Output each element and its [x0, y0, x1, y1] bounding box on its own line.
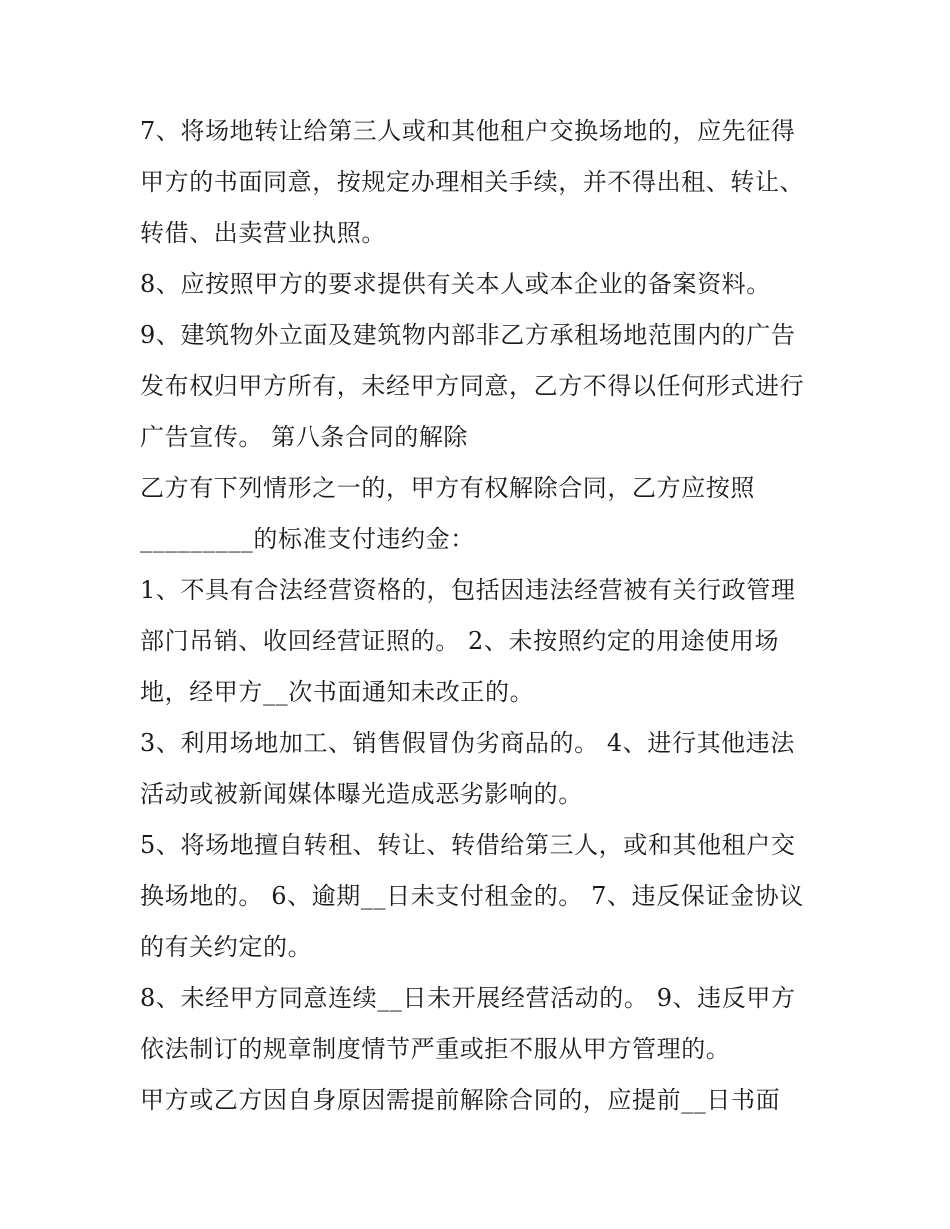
text-line: 甲方的书面同意，按规定办理相关手续，并不得出租、转让、	[140, 168, 805, 196]
text-line: 8、应按照甲方的要求提供有关本人或本企业的备案资料。	[140, 270, 771, 298]
text-line: 8、未经甲方同意连续__日未开展经营活动的。 9、违反甲方	[140, 984, 796, 1012]
text-line: _________的标准支付违约金：	[140, 525, 475, 553]
text-line: 3、利用场地加工、销售假冒伪劣商品的。 4、进行其他违法	[140, 729, 795, 757]
section-heading-line: 广告宣传。 第八条合同的解除	[140, 423, 469, 451]
text-line: 活动或被新闻媒体曝光造成恶劣影响的。	[140, 780, 583, 808]
text-line: 5、将场地擅自转租、转让、转借给第三人，或和其他租户交	[140, 831, 796, 859]
text-line: 地，经甲方__次书面通知未改正的。	[140, 678, 535, 706]
text-line: 部门吊销、收回经营证照的。 2、未按照约定的用途使用场	[140, 627, 780, 655]
text-line: 发布权归甲方所有，未经甲方同意，乙方不得以任何形式进行	[140, 372, 805, 400]
text-line: 依法制订的规章制度情节严重或拒不服从甲方管理的。	[140, 1035, 731, 1063]
text-line: 转借、出卖营业执照。	[140, 219, 386, 247]
text-line: 换场地的。 6、逾期__日未支付租金的。 7、违反保证金协议	[140, 882, 804, 910]
text-line: 乙方有下列情形之一的，甲方有权解除合同，乙方应按照	[140, 474, 755, 502]
contract-text	[140, 106, 830, 1126]
text-line: 7、将场地转让给第三人或和其他租户交换场地的，应先征得	[140, 117, 796, 145]
text-line: 的有关约定的。	[140, 933, 313, 961]
text-line: 1、不具有合法经营资格的，包括因违法经营被有关行政管理	[140, 576, 796, 604]
text-line: 9、建筑物外立面及建筑物内部非乙方承租场地范围内的广告	[140, 321, 796, 349]
text-line: 甲方或乙方因自身原因需提前解除合同的，应提前__日书面	[140, 1086, 781, 1114]
